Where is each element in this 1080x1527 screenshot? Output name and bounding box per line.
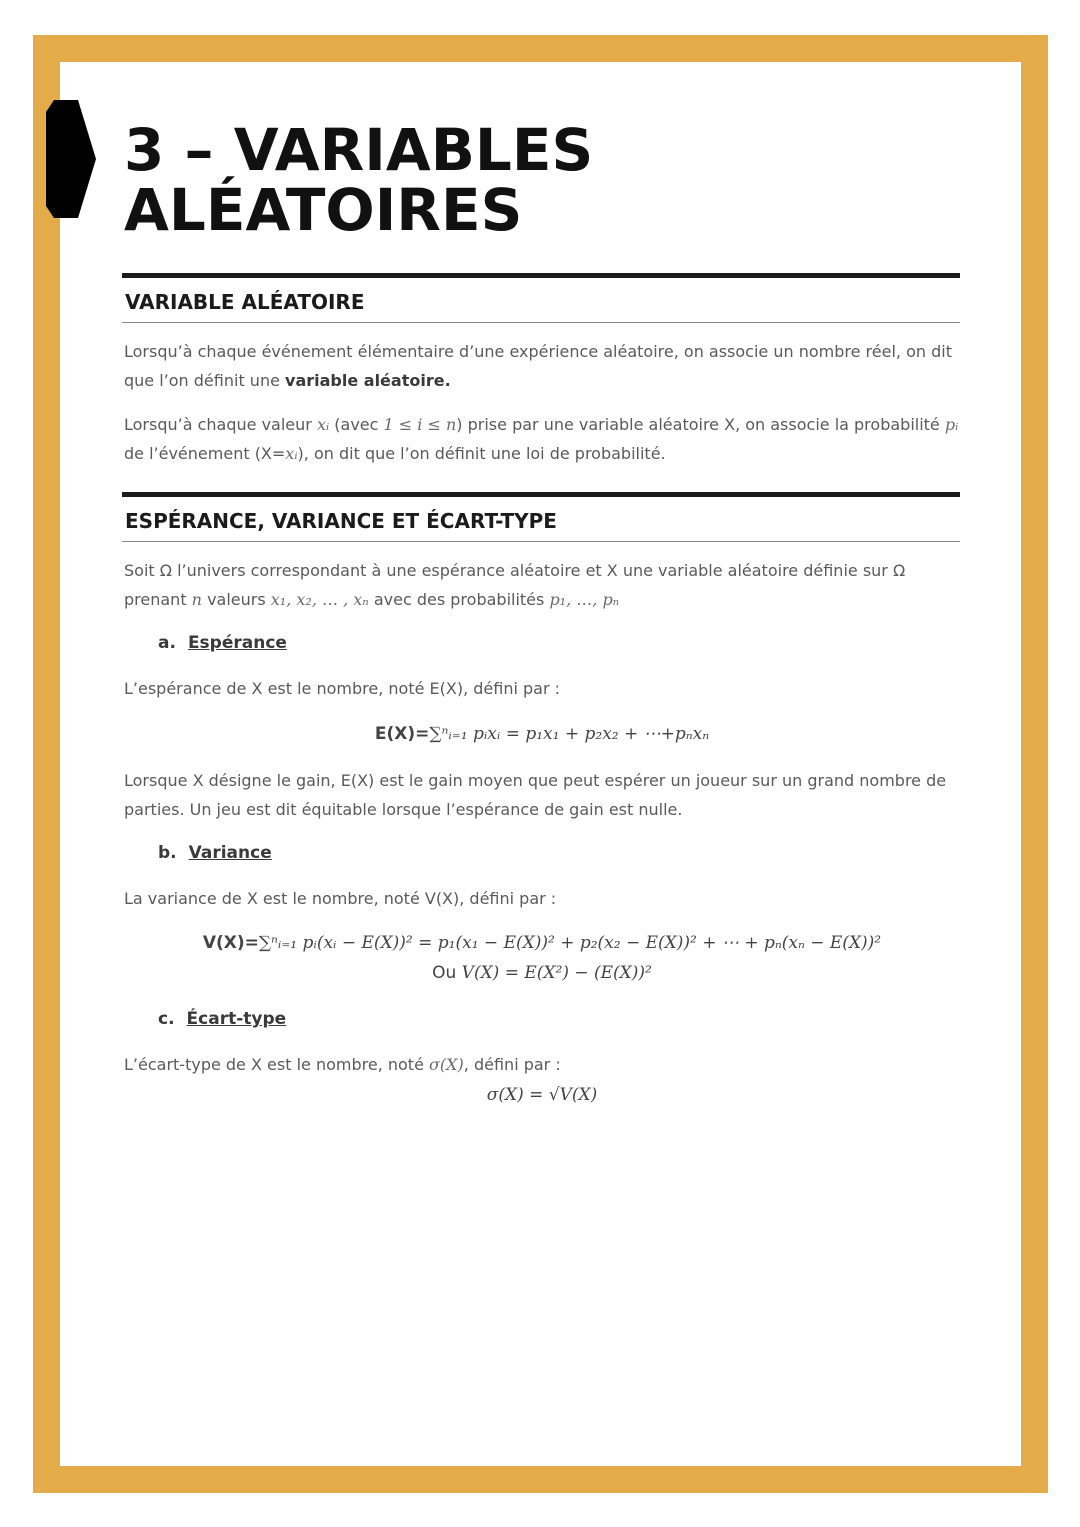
subsection-letter: c.: [158, 1009, 175, 1029]
math-sigma: σ(X): [429, 1055, 464, 1074]
subsection-letter: a.: [158, 633, 176, 653]
subsection-title: Espérance: [187, 633, 287, 653]
intro-paragraph: Soit Ω l’univers correspondant à une espérance aléatoire et X une variable aléatoire définie sur Ω prenant n valeurs x₁, x₂, … , xₙ avec des probabilités p₁, …, pₙ: [124, 561, 906, 609]
definition-paragraph: Lorsqu’à chaque événement élémentaire d’une expérience aléatoire, on associe un nombre réel, on dit que l’on définit une variable aléatoire.: [124, 342, 952, 390]
subsection-ecart-type: [158, 1009, 286, 1029]
section-variable-aleatoire: [122, 273, 960, 323]
subsection-variance: [158, 843, 272, 863]
probability-law-paragraph: Lorsqu’à chaque valeur xᵢ (avec 1 ≤ i ≤ n) prise par une variable aléatoire X, on associe la probabilité pᵢ de l’événement (X=xᵢ), on dit que l’on définit une loi de probabilité.: [124, 415, 959, 463]
math-condition: 1 ≤ i ≤ n: [383, 415, 457, 434]
page-frame: [33, 35, 1048, 1493]
math-probabilities: p₁, …, pₙ: [549, 589, 620, 609]
term-variable-aleatoire: variable aléatoire.: [285, 370, 451, 390]
variance-formula: V(X)=∑ⁿᵢ₌₁ pᵢ(xᵢ − E(X))² = p₁(x₁ − E(X))² + p₂(x₂ − E(X))² + ⋯ + pₙ(xₙ − E(X))²: [202, 933, 882, 953]
chapter-tab-marker: [46, 100, 96, 218]
esperance-note: Lorsque X désigne le gain, E(X) est le gain moyen que peut espérer un joueur sur un grand nombre de parties. Un jeu est dit équitable lorsque l’espérance de gain est nulle.: [124, 771, 947, 819]
chapter-title-line2: ALÉATOIRES: [124, 176, 523, 244]
math-xi: xᵢ: [316, 415, 330, 434]
esperance-formula: E(X)=∑ⁿᵢ₌₁ pᵢxᵢ = p₁x₁ + p₂x₂ + ⋯+pₙxₙ: [374, 724, 710, 744]
variance-definition: La variance de X est le nombre, noté V(X), défini par :: [124, 889, 557, 908]
ecart-type-formula: σ(X) = √V(X): [486, 1085, 598, 1105]
math-values: x₁, x₂, … , xₙ: [270, 589, 369, 609]
math-xi: xᵢ: [285, 443, 298, 463]
math-pi: pᵢ: [944, 415, 959, 434]
section-heading: ESPÉRANCE, VARIANCE ET ÉCART-TYPE: [122, 497, 960, 542]
subsection-title: Variance: [188, 843, 272, 863]
subsection-esperance: [158, 633, 287, 653]
variance-formula-alt: Ou V(X) = E(X²) − (E(X))²: [432, 963, 652, 983]
chapter-title-line1: 3 – VARIABLES: [124, 116, 594, 184]
subsection-letter: b.: [158, 843, 177, 863]
subsection-title: Écart-type: [186, 1009, 287, 1029]
section-heading: VARIABLE ALÉATOIRE: [122, 278, 960, 323]
esperance-definition: L’espérance de X est le nombre, noté E(X), défini par :: [124, 679, 561, 698]
section-esperance-variance: [122, 492, 960, 542]
math-n: n: [191, 589, 202, 609]
ecart-type-definition: L’écart-type de X est le nombre, noté σ(X), défini par :: [124, 1055, 561, 1074]
chapter-title: [124, 116, 984, 244]
